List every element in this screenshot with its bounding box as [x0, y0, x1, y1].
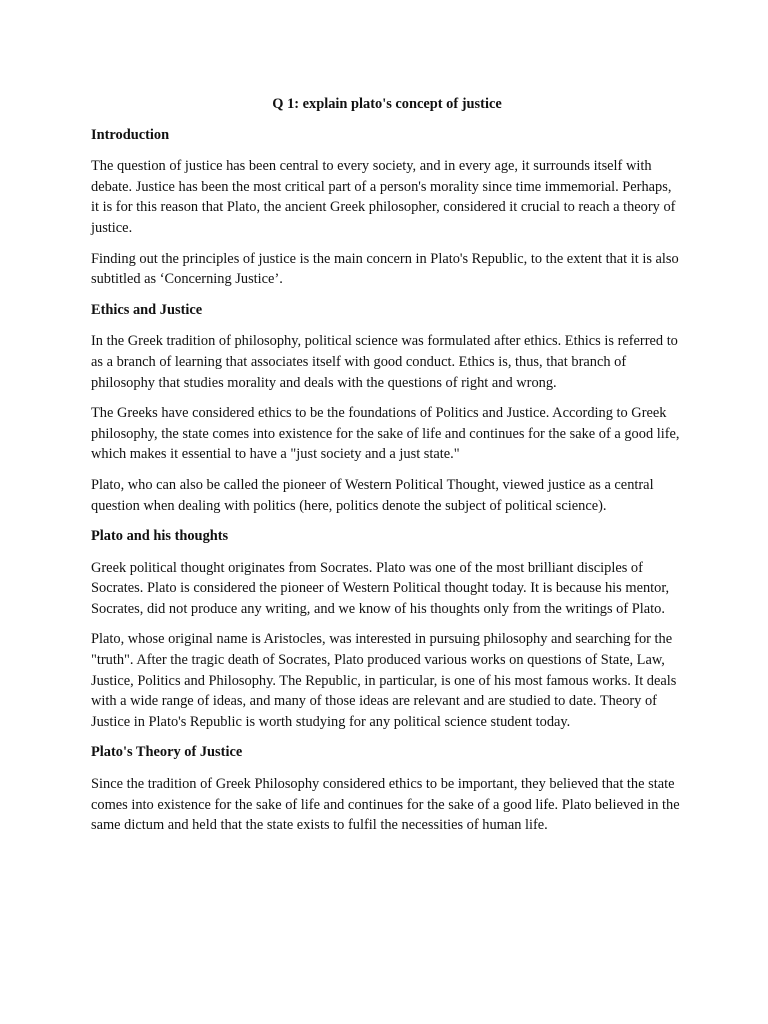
paragraph: Finding out the principles of justice is the main concern in Plato's Republic, to the extent that it is also subtitled as ‘Concerning Justice’.: [91, 250, 679, 288]
paragraph: Since the tradition of Greek Philosophy considered ethics to be important, they believed that the state comes into existence for the sake of life and continues for the sake of a good life. Plato believed in the same dictum and held that the state exists to fulfil the necessities of human life.: [91, 776, 680, 834]
document-body: [91, 94, 683, 846]
paragraph: Greek political thought originates from Socrates. Plato was one of the most brilliant disciples of Socrates. Plato is considered the pioneer of Western Political thought today. It is because his mentor, Socrates, did not produce any writing, and we know of his thoughts only from the writings of Plato.: [91, 559, 670, 617]
section-heading-introduction: Introduction: [91, 126, 170, 143]
paragraph: The Greeks have considered ethics to be the foundations of Politics and Justice. According to Greek philosophy, the state comes into existence for the sake of life and continues for the sake of a good life, which makes it essential to have a "just society and a just state.": [91, 405, 680, 463]
document-title: Q 1: explain plato's concept of justice: [272, 96, 502, 112]
paragraph: Plato, who can also be called the pioneer of Western Political Thought, viewed justice as a central question when dealing with politics (here, politics denote the subject of political science).: [91, 476, 654, 514]
section-heading-platos-theory-of-justice: Plato's Theory of Justice: [91, 744, 243, 761]
section-heading-ethics-and-justice: Ethics and Justice: [91, 301, 203, 318]
section-heading-plato-and-his-thoughts: Plato and his thoughts: [91, 528, 229, 545]
paragraph: In the Greek tradition of philosophy, political science was formulated after ethics. Ethics is referred to as a branch of learning that associates itself with good conduct. Ethics is, thus, that branch of philosophy that studies morality and deals with the questions of right and wrong.: [91, 333, 678, 391]
paragraph: The question of justice has been central to every society, and in every age, it surrounds itself with debate. Justice has been the most critical part of a person's morality since time immemorial. Perhaps, it is for this reason that Plato, the ancient Greek philosopher, considered it crucial to reach a theory of justice.: [91, 158, 676, 236]
paragraph: Plato, whose original name is Aristocles, was interested in pursuing philosophy and searching for the "truth". After the tragic death of Socrates, Plato produced various works on questions of State, Law, Justice, Politics and Philosophy. The Republic, in particular, is one of his most famous works. It deals with a wide range of ideas, and many of those ideas are relevant and are studied to date. Theory of Justice in Plato's Republic is worth studying for any political science student today.: [91, 631, 677, 730]
